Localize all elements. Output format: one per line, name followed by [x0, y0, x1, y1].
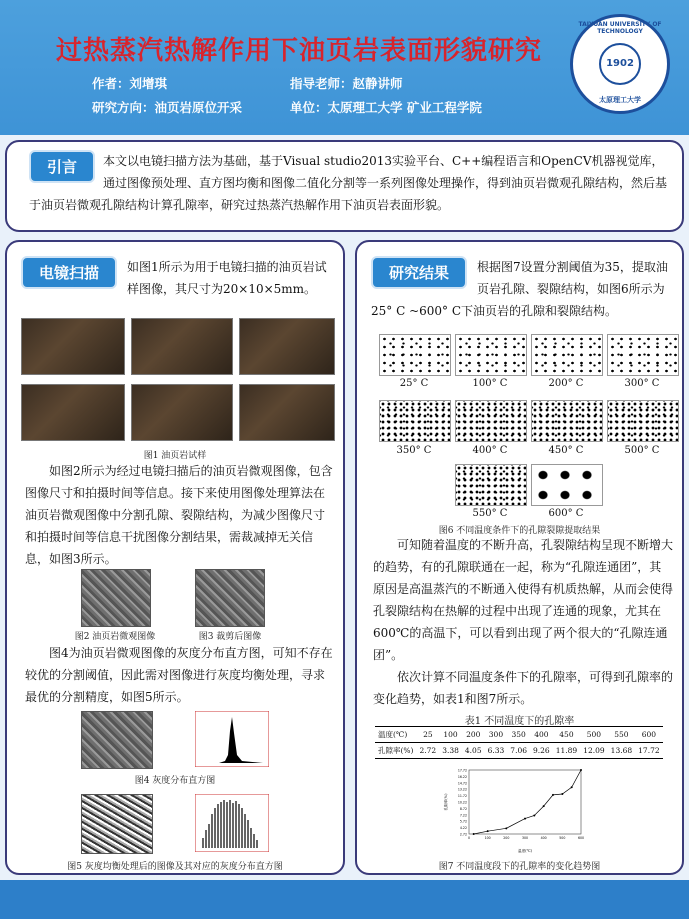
affiliation: 单位：太原理工大学 矿业工程学院 — [290, 100, 482, 115]
x-axis-label: 温度(℃) — [517, 849, 533, 853]
author: 作者：刘增琪 — [92, 76, 168, 91]
pore-image-500c — [607, 400, 679, 442]
table-cell: 12.09 — [580, 743, 607, 759]
x-tick-label: 500 — [559, 836, 566, 840]
data-point — [533, 814, 535, 816]
sample-photo — [131, 318, 233, 375]
table-cell: 600 — [635, 727, 662, 743]
y-tick-label: 17.72 — [457, 768, 467, 773]
university-logo — [570, 14, 670, 114]
sample-photo — [239, 318, 335, 375]
table-cell: 11.89 — [553, 743, 580, 759]
data-point — [571, 786, 573, 788]
intro-text: 本文以电镜扫描方法为基础，基于Visual studio2013实验平台、C++编程语言和OpenCV机器视觉库，通过图像预处理、直方图均衡和图像二值化分割等一系列图像处理操作，得到油页岩微观孔隙结构，然后基于油页岩微观孔隙结构计算孔隙率，研究过热蒸汽热解作用下油页岩表面形貌。 — [29, 154, 668, 212]
pore-image-600c — [531, 464, 603, 506]
y-tick-label: 2.72 — [459, 832, 467, 837]
pore-image-550c — [455, 464, 527, 506]
logo-ring-text: TAIYUAN UNIVERSITY OF TECHNOLOGY — [578, 21, 662, 35]
results-paragraph-3: 依次计算不同温度条件下的孔隙率，可得到孔隙率的变化趋势，如表1和图7所示。 — [373, 670, 674, 706]
temp-label: 450° C — [548, 445, 584, 456]
sample-photo — [21, 384, 125, 441]
temp-label: 400° C — [472, 445, 508, 456]
y-tick-label: 8.72 — [459, 806, 467, 811]
y-axis-label: 孔隙率(%) — [444, 793, 448, 811]
table-cell: 6.33 — [485, 743, 508, 759]
temp-label: 300° C — [624, 378, 660, 389]
table-cell: 2.72 — [416, 743, 439, 759]
sem-gray-image — [81, 711, 153, 769]
temp-label: 550° C — [472, 508, 508, 519]
pore-image-100c — [455, 334, 527, 376]
table-cell: 13.68 — [608, 743, 635, 759]
sample-photo — [239, 384, 335, 441]
table-cell: 350 — [507, 727, 530, 743]
table-cell: 17.72 — [635, 743, 662, 759]
fig7-caption: 图7 不同温度段下的孔隙率的变化趋势图 — [438, 862, 601, 872]
table-cell: 25 — [416, 727, 439, 743]
logo-cn-text: 太原理工大学 — [599, 95, 641, 104]
temp-label: 200° C — [548, 378, 584, 389]
x-tick-label: 300 — [521, 836, 529, 840]
table-cell: 7.06 — [507, 743, 530, 759]
temp-label: 600° C — [548, 508, 584, 519]
porosity-table — [375, 726, 663, 759]
y-tick-label: 4.22 — [459, 826, 467, 831]
porosity-chart — [441, 764, 591, 854]
fig5-caption: 图5 灰度均衡处理后的图像及其对应的灰度分布直方图 — [67, 862, 283, 872]
y-tick-label: 10.22 — [457, 800, 467, 805]
sem-tag: 电镜扫描 — [21, 256, 117, 289]
data-point — [561, 793, 563, 795]
fig4-caption: 图4 灰度分布直方图 — [134, 776, 216, 786]
x-tick-label: 0 — [467, 836, 471, 840]
logo-year: 1902 — [606, 58, 634, 69]
temp-label: 100° C — [472, 378, 508, 389]
x-tick-label: 400 — [540, 836, 547, 840]
sem-paragraph-2: 如图2所示为经过电镜扫描后的油页岩微观图像，包含图像尺寸和拍摄时间等信息。接下来使用图像处理算法在油页岩微观图像中分割孔隙、裂隙结构，为减少图像尺寸和拍摄时间等信息干扰图像分割结果，需裁减掉无关信息，如图3所示。 — [25, 464, 333, 566]
pore-image-200c — [531, 334, 603, 376]
table-cell: 200 — [462, 727, 485, 743]
equalized-histogram — [195, 794, 269, 852]
sem-paragraph-3: 图4为油页岩微观图像的灰度分布直方图，可知不存在较优的分割阈值，因此需对图像进行灰度均衡处理，寻求最优的分割精度，如图5所示。 — [25, 646, 333, 704]
sem-intro-text: 如图1所示为用于电镜扫描的油页岩试样图像，其尺寸为20×10×5mm。 — [127, 260, 327, 296]
pore-image-400c — [455, 400, 527, 442]
poster-title: 过热蒸汽热解作用下油页岩表面形貌研究 — [56, 36, 543, 66]
table-cell: 孔隙率(%) — [375, 743, 416, 759]
sem-micro-image — [81, 569, 151, 627]
intro-tag: 引言 — [29, 150, 95, 183]
fig1-caption: 图1 油页岩试样 — [143, 451, 207, 461]
table-cell: 9.26 — [530, 743, 553, 759]
data-point — [524, 818, 526, 820]
pore-image-450c — [531, 400, 603, 442]
intro-panel — [5, 140, 684, 232]
temp-label: 500° C — [624, 445, 660, 456]
sem-panel — [5, 240, 345, 875]
logo-inner-circle — [599, 43, 641, 85]
data-point — [487, 830, 489, 832]
pore-image-25c — [379, 334, 451, 376]
table-cell: 500 — [580, 727, 607, 743]
fig6-caption: 图6 不同温度条件下的孔隙裂隙提取结果 — [438, 526, 601, 536]
pore-image-300c — [607, 334, 679, 376]
table1-caption: 表1 不同温度下的孔隙率 — [464, 716, 575, 727]
data-point — [580, 769, 582, 771]
y-tick-label: 5.72 — [459, 819, 467, 824]
y-tick-label: 13.22 — [457, 787, 467, 792]
sample-photo — [131, 384, 233, 441]
header — [0, 0, 689, 135]
sem-cropped-image — [195, 569, 265, 627]
data-point — [552, 794, 554, 796]
temp-label: 25° C — [399, 378, 429, 389]
fig2-caption: 图2 油页岩微观图像 — [74, 632, 156, 642]
y-tick-label: 7.22 — [459, 813, 467, 818]
results-paragraph-2: 可知随着温度的不断升高，孔裂隙结构呈现不断增大的趋势，有的孔隙联通在一起，称为“孔隙连通团”，其原因是高温蒸汽的不断通入使得有机质热解，从而会使得孔裂隙结构在热解的过程中出现了连通的现象，尤其在600℃的高温下，可以看到出现了两个很大的“孔隙连通团”。 — [373, 538, 674, 662]
table-cell: 温度(℃) — [375, 727, 416, 743]
table-cell: 300 — [485, 727, 508, 743]
x-tick-label: 100 — [484, 836, 491, 840]
advisor: 指导老师：赵静讲师 — [290, 76, 403, 91]
y-tick-label: 11.72 — [457, 794, 467, 799]
temp-label: 350° C — [396, 445, 432, 456]
table-cell: 550 — [608, 727, 635, 743]
y-tick-label: 16.22 — [457, 774, 467, 779]
table-cell: 4.05 — [462, 743, 485, 759]
x-tick-label: 600 — [577, 836, 585, 840]
data-point — [543, 805, 545, 807]
results-intro-text: 根据图7设置分割阈值为35，提取油页岩孔隙、裂隙结构，如图6所示为25° C ~600° C下油页岩的孔隙和裂隙结构。 — [371, 260, 668, 318]
gray-histogram — [195, 711, 269, 767]
x-tick-label: 200 — [503, 836, 510, 840]
table-cell: 100 — [439, 727, 462, 743]
data-point — [473, 833, 475, 835]
data-point — [505, 827, 507, 829]
table-cell: 3.38 — [439, 743, 462, 759]
table-cell: 400 — [530, 727, 553, 743]
table-row-temperature — [375, 727, 663, 743]
y-tick-label: 14.72 — [457, 781, 467, 786]
equalized-image — [81, 794, 153, 854]
results-panel — [355, 240, 684, 875]
results-tag: 研究结果 — [371, 256, 467, 289]
fig3-caption: 图3 裁剪后图像 — [198, 632, 262, 642]
sample-photo — [21, 318, 125, 375]
table-cell: 450 — [553, 727, 580, 743]
research-direction: 研究方向：油页岩原位开采 — [92, 100, 243, 115]
pore-image-350c — [379, 400, 451, 442]
table-row-porosity — [375, 743, 663, 759]
